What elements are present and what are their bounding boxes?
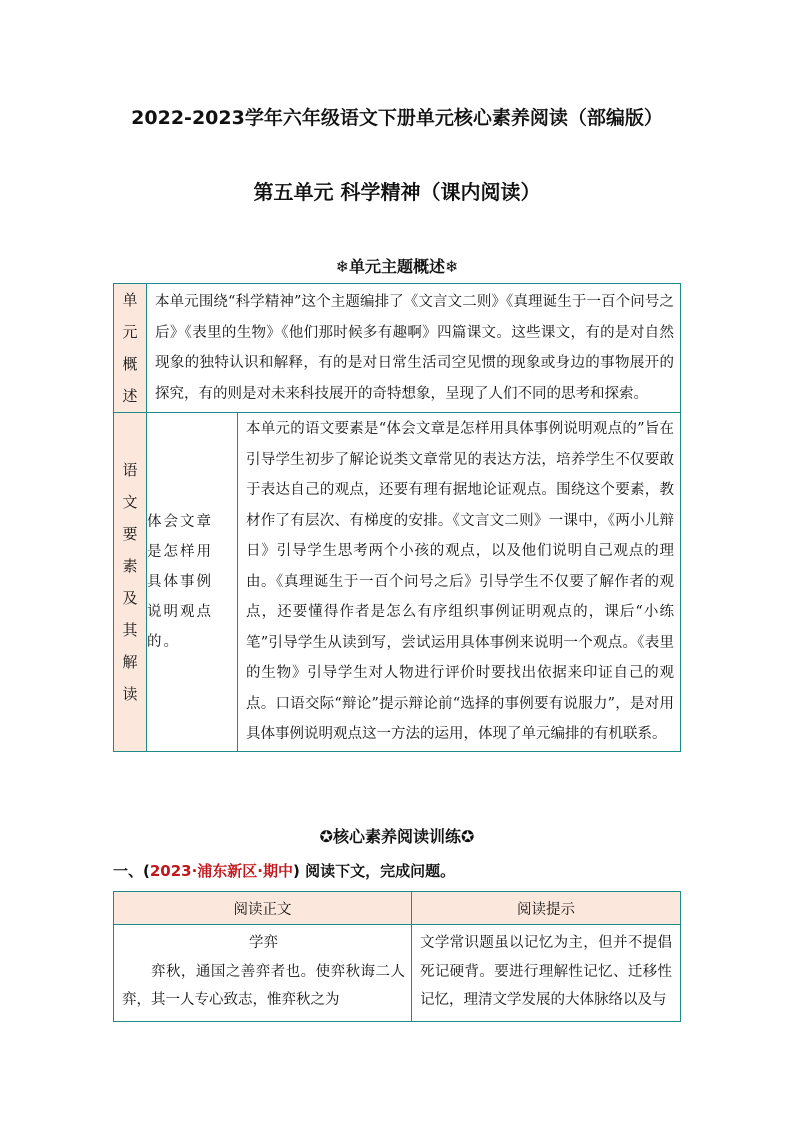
elements-row [114,413,681,752]
overview-heading: ❄单元主题概述❄ [335,257,459,276]
element-line: 具体事例 [147,573,213,590]
label-char: 读 [122,684,138,703]
label-char: 元 [122,323,138,341]
training-heading: ✪核心素养阅读训练✪ [319,827,475,846]
label-char: 语 [122,460,138,479]
label-char: 解 [122,652,138,671]
document-title: 2022-2023学年六年级语文下册单元核心素养阅读（部编版） [131,107,663,129]
element-line: 说明观点 [147,603,213,620]
reading-table-row [114,925,681,1022]
label-char: 文 [122,492,138,511]
overview-text: 本单元围绕“科学精神”这个主题编排了《文言文二则》《真理诞生于一百个问号之后》《表里的生物》《他们那时候多有趣啊》四篇课文。这些课文，有的是对自然现象的独特认识和解释，有的是对日常生活司空见惯的现象或身边的事物展开的探究，有的则是对未来科技展开的奇特想象，呈现了人们不同的思考和探索。 [155,294,674,402]
unit-overview-table [113,283,681,752]
elements-interpretation: 本单元的语文要素是“体会文章是怎样用具体事例说明观点的”旨在引导学生初步了解论说类文章常见的表达方法，培养学生不仅要敢于表达自己的观点，还要有理有据地论证观点。围绕这个要素，教材作了有层次、有梯度的安排。《文言文二则》一课中，《两小儿辩日》引导学生思考两个小孩的观点，以及他们说明自己观点的理由。《真理诞生于一百个问号之后》引导学生不仅要了解作者的观点，还要懂得作者是怎么有序组织事例证明观点的，课后“小练笔”引导学生从读到写，尝试运用具体事例来说明一个观点。《表里的生物》引导学生对人物进行评价时要找出依据来印证自己的观点。口语交际“辩论”提示辩论前“选择的事例要有说服力”，是对用具体事例说明观点这一方法的运用，体现了单元编排的有机联系。 [246,421,674,742]
passage-cell [114,925,412,1022]
label-char: 要 [122,524,138,543]
reading-table [113,891,681,1022]
language-element [147,413,238,752]
label-char: 及 [122,588,138,607]
label-char: 其 [122,620,138,639]
element-line: 的。 [147,633,180,650]
overview-row [114,284,681,413]
label-char: 素 [122,556,138,575]
question-prefix: 一、( [113,862,150,880]
hint-cell [412,925,681,1022]
label-char: 单 [122,291,138,309]
unit-subtitle: 第五单元 科学精神（课内阅读） [253,180,541,204]
label-char: 概 [122,355,138,373]
passage-title: 学弈 [249,935,278,951]
label-char: 述 [122,387,138,405]
col-passage-header: 阅读正文 [114,892,412,925]
hint-text: 文学常识题虽以记忆为主，但并不提倡死记硬背。要进行理解性记忆、迁移性记忆，理清文学发展的大体脉络以及与 [420,935,672,1008]
elements-label [114,413,147,752]
element-line: 是怎样用 [147,543,213,560]
reading-table-header [114,892,681,925]
element-line: 体会文章 [147,513,213,530]
col-hint-header: 阅读提示 [412,892,681,925]
passage-text: 弈秋，通国之善弈者也。使弈秋诲二人弈，其一人专心致志，惟弈秋之为 [122,963,405,1008]
question-source: 2023·浦东新区·期中 [149,862,294,880]
overview-label [114,284,147,413]
question-instruction: ) 阅读下文，完成问题。 [293,862,456,880]
question-header [113,860,455,881]
